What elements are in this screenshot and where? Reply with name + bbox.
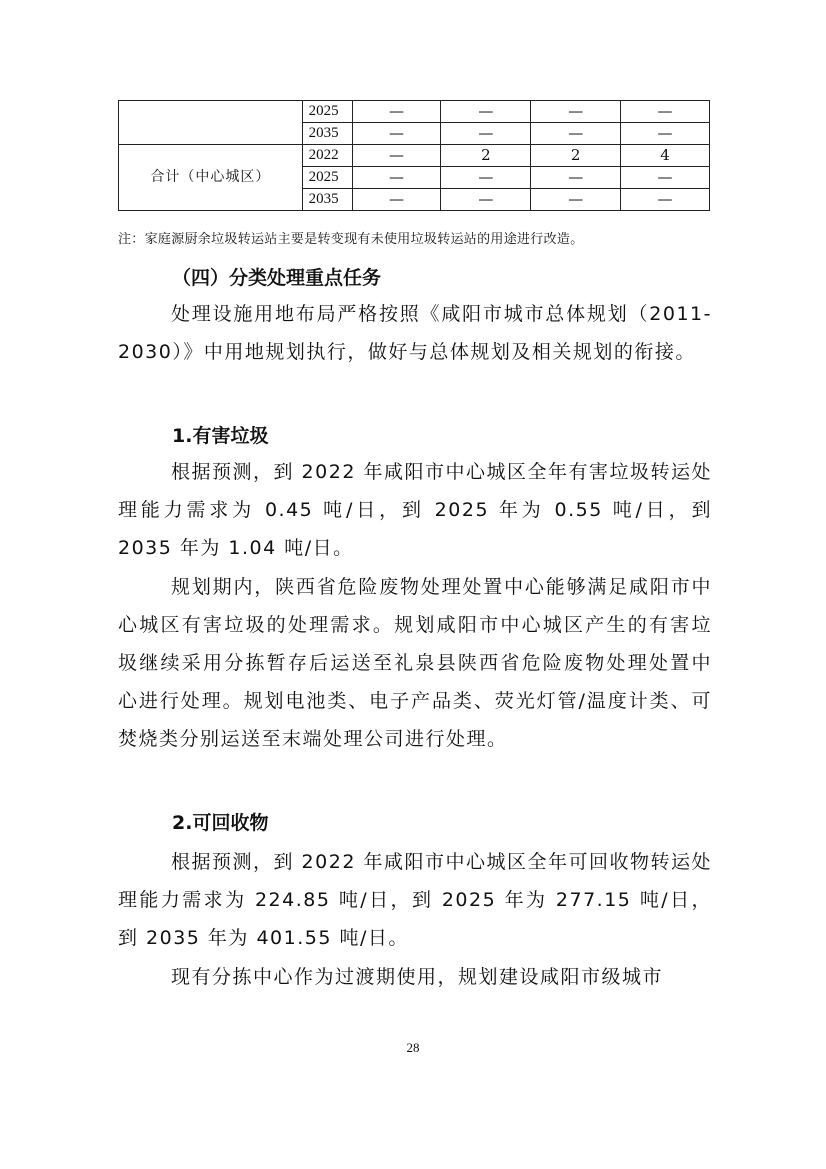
table-row bbox=[119, 101, 710, 123]
page-number: 28 bbox=[406, 1040, 420, 1055]
value-cell: — bbox=[352, 145, 441, 167]
recyclables-forecast-paragraph: 根据预测，到 2022 年咸阳市中心城区全年可回收物转运处理能力需求为 224.85 吨/日，到 2025 年为 277.15 吨/日，到 2035 年为 401.55 吨/日。 bbox=[118, 851, 712, 949]
intro-paragraph: 处理设施用地布局严格按照《咸阳市城市总体规划（2011-2030）》中用地规划执行，做好与总体规划及相关规划的衔接。 bbox=[118, 303, 712, 363]
hazardous-plan-paragraph: 规划期内，陕西省危险废物处理处置中心能够满足咸阳市中心城区有害垃圾的处理需求。规划咸阳市中心城区产生的有害垃圾继续采用分拣暂存后运送至礼泉县陕西省危险废物处理处置中心进行处理。规划电池类、电子产品类、荧光灯管/温度计类、可焚烧类分别运送至末端处理公司进行处理。 bbox=[118, 576, 712, 750]
table-note: 注：家庭源厨余垃圾转运站主要是转变现有未使用垃圾转运站的用途进行改造。 bbox=[118, 232, 584, 247]
subsection-heading-recyclables: 2.可回收物 bbox=[172, 812, 269, 834]
value-cell: — bbox=[531, 167, 621, 189]
section-heading: （四）分类处理重点任务 bbox=[172, 267, 382, 289]
facility-table bbox=[118, 100, 710, 211]
year-cell: 2025 bbox=[302, 101, 352, 123]
value-cell: — bbox=[441, 167, 531, 189]
year-cell: 2025 bbox=[302, 167, 352, 189]
year-cell: 2035 bbox=[302, 189, 352, 211]
region-cell-total: 合计（中心城区） bbox=[119, 145, 303, 211]
year-cell: 2035 bbox=[302, 123, 352, 145]
value-cell: — bbox=[621, 167, 710, 189]
hazardous-forecast-paragraph: 根据预测，到 2022 年咸阳市中心城区全年有害垃圾转运处理能力需求为 0.45 吨/日，到 2025 年为 0.55 吨/日，到 2035 年为 1.04 吨/日。 bbox=[118, 461, 712, 559]
value-cell: — bbox=[352, 167, 441, 189]
subsection-heading-hazardous-waste: 1.有害垃圾 bbox=[172, 425, 269, 447]
value-cell: — bbox=[531, 123, 621, 145]
recyclables-plan-paragraph: 现有分拣中心作为过渡期使用，规划建设咸阳市级城市 bbox=[171, 966, 664, 988]
value-cell: — bbox=[531, 189, 621, 211]
value-cell: — bbox=[531, 101, 621, 123]
value-cell: — bbox=[352, 189, 441, 211]
value-cell: — bbox=[352, 123, 441, 145]
value-cell: — bbox=[621, 101, 710, 123]
table-row bbox=[119, 145, 710, 167]
region-cell bbox=[119, 101, 303, 145]
value-cell: 2 bbox=[441, 145, 531, 167]
value-cell: — bbox=[441, 123, 531, 145]
value-cell: — bbox=[352, 101, 441, 123]
year-cell: 2022 bbox=[302, 145, 352, 167]
value-cell: — bbox=[441, 189, 531, 211]
value-cell: 2 bbox=[531, 145, 621, 167]
value-cell: 4 bbox=[621, 145, 710, 167]
value-cell: — bbox=[441, 101, 531, 123]
value-cell: — bbox=[621, 123, 710, 145]
value-cell: — bbox=[621, 189, 710, 211]
